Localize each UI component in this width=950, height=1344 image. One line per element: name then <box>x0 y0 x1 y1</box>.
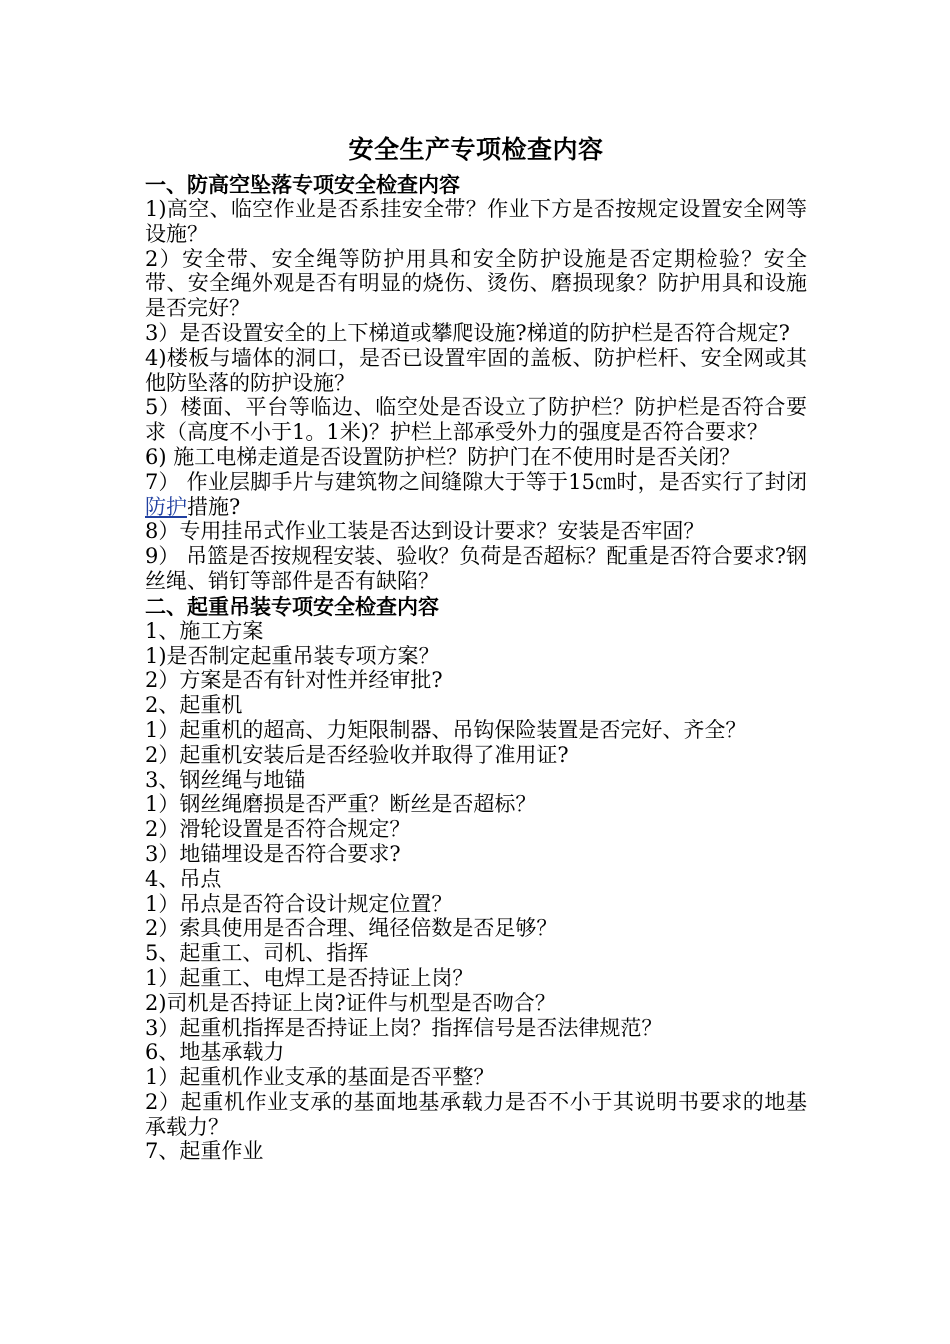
protection-link[interactable]: 防护 <box>145 494 187 519</box>
list-item: 8）专用挂吊式作业工装是否达到设计要求？安装是否牢固？ <box>145 519 705 544</box>
list-item: 2）方案是否有针对性并经审批? <box>145 668 443 693</box>
list-item-text: 措施? <box>187 494 241 519</box>
list-item: 2）起重机作业支承的基面地基承载力是否不小于其说明书要求的地基承载力？ <box>145 1089 807 1139</box>
list-item: 1、施工方案 <box>145 618 264 643</box>
section-lifting-list <box>145 619 807 1165</box>
list-item: 2）滑轮设置是否符合规定？ <box>145 817 411 842</box>
list-item: 9） 吊篮是否按规程安装、验收？负荷是否超标？配重是否符合要求?钢丝绳、销钉等部件是否有缺陷？ <box>145 544 807 593</box>
list-item: 2）起重机安装后是否经验收并取得了准用证? <box>145 742 569 767</box>
list-item: 2）安全带、安全绳等防护用具和安全防护设施是否定期检验？安全带、安全绳外观是否有明显的烧伤、烫伤、磨损现象？防护用具和设施是否完好？ <box>145 246 807 321</box>
list-item: 1）钢丝绳磨损是否严重？断丝是否超标？ <box>145 792 537 817</box>
list-item: 4、吊点 <box>145 866 222 891</box>
list-item: 5、起重工、司机、指挥 <box>145 941 369 966</box>
list-item: 3）起重机指挥是否持证上岗？指挥信号是否法律规范？ <box>145 1015 663 1040</box>
section-heading-lifting: 二、起重吊装专项安全检查内容 <box>145 593 439 619</box>
list-item: 1）起重机的超高、力矩限制器、吊钩保险装置是否完好、齐全？ <box>145 717 747 742</box>
list-item: 3）是否设置安全的上下梯道或攀爬设施?梯道的防护栏是否符合规定? <box>145 320 790 345</box>
list-item: 6、地基承载力 <box>145 1040 285 1065</box>
section-heading-fall-protection: 一、防高空坠落专项安全检查内容 <box>145 172 460 197</box>
list-item: 1）起重机作业支承的基面是否平整？ <box>145 1065 495 1090</box>
list-item: 2、起重机 <box>145 693 243 718</box>
document-body <box>145 130 807 1164</box>
list-item: 4)楼板与墙体的洞口，是否已设置牢固的盖板、防护栏杆、安全网或其他防坠落的防护设施？ <box>145 345 807 395</box>
list-item: 1)是否制定起重吊装专项方案？ <box>145 643 440 668</box>
list-item: 1)高空、临空作业是否系挂安全带？作业下方是否按规定设置安全网等设施？ <box>145 197 807 246</box>
list-item: 3）地锚埋设是否符合要求? <box>145 841 401 866</box>
list-item: 7、起重作业 <box>145 1139 264 1164</box>
list-item <box>145 470 807 520</box>
list-item: 2)司机是否持证上岗?证件与机型是否吻合？ <box>145 990 556 1015</box>
list-item-text: 7） 作业层脚手片与建筑物之间缝隙大于等于15㎝时，是否实行了封闭 <box>145 469 807 494</box>
list-item: 5）楼面、平台等临边、临空处是否设立了防护栏？防护栏是否符合要求（高度不小于1。1米)？护栏上部承受外力的强度是否符合要求？ <box>145 395 807 445</box>
list-item: 2）索具使用是否合理、绳径倍数是否足够？ <box>145 916 558 941</box>
list-item: 1）起重工、电焊工是否持证上岗？ <box>145 965 474 990</box>
page-title: 安全生产专项检查内容 <box>348 135 604 164</box>
list-item: 3、钢丝绳与地锚 <box>145 767 306 792</box>
list-item: 6) 施工电梯走道是否设置防护栏？防护门在不使用时是否关闭？ <box>145 444 741 469</box>
list-item: 1）吊点是否符合设计规定位置？ <box>145 891 453 916</box>
